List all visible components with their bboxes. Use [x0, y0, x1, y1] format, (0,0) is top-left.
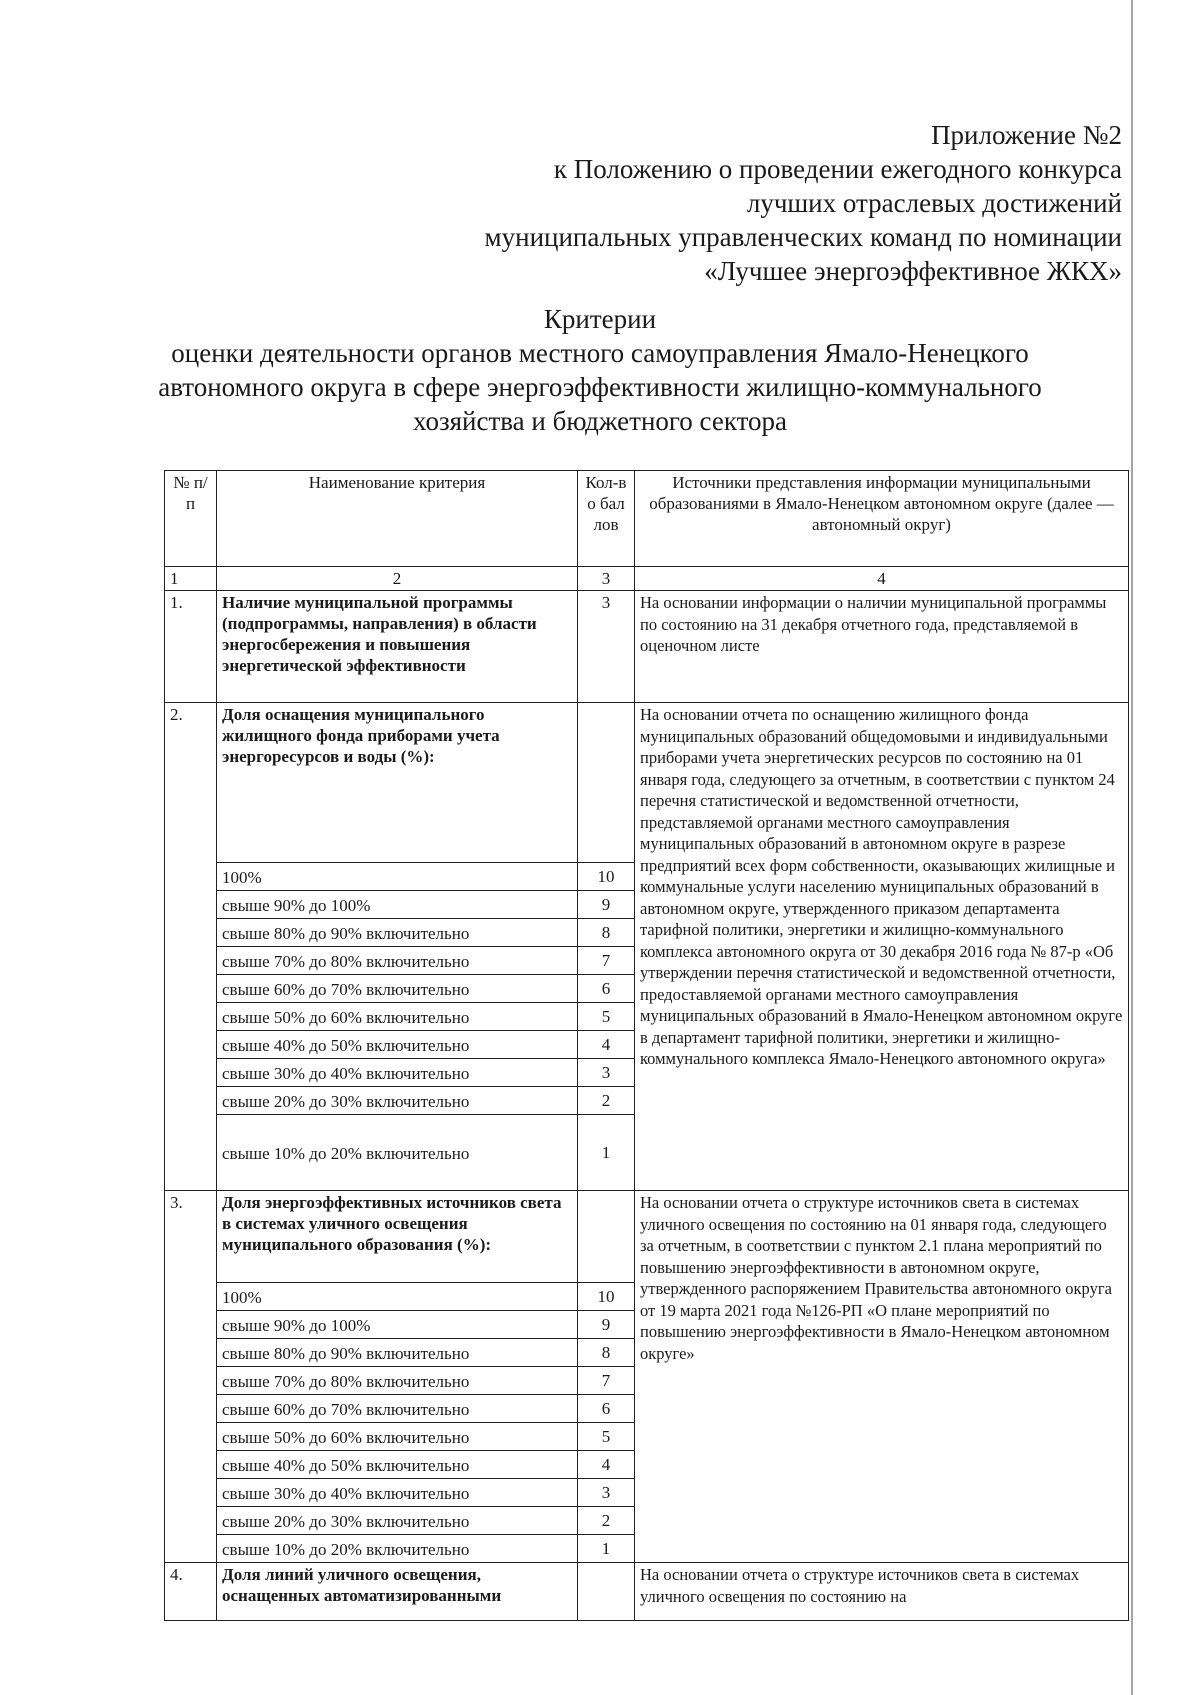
- header-name: Наименование критерия: [217, 471, 578, 567]
- range-points: 4: [578, 1031, 635, 1059]
- range-points: 6: [578, 1395, 635, 1423]
- range-points: 1: [578, 1535, 635, 1563]
- table-row: [165, 591, 1129, 703]
- range-label: свыше 70% до 80% включительно: [217, 1367, 578, 1395]
- criterion-name: Доля линий уличного освещения, оснащенных автоматизированными: [217, 1563, 578, 1621]
- appendix-line: Приложение №2: [931, 120, 1122, 150]
- column-number-row: [165, 567, 1129, 591]
- criterion-name: Наличие муниципальной программы (подпрограммы, направления) в области энергосбережения и повышения энергетической эффективности: [217, 591, 578, 703]
- range-points: 8: [578, 1339, 635, 1367]
- range-label: свыше 60% до 70% включительно: [217, 1395, 578, 1423]
- criterion-points-empty: [578, 1191, 635, 1283]
- range-label: свыше 20% до 30% включительно: [217, 1507, 578, 1535]
- header-num: № п/п: [165, 471, 217, 567]
- range-label: свыше 70% до 80% включительно: [217, 947, 578, 975]
- criterion-points-empty: [578, 1563, 635, 1621]
- scan-edge-line: [1131, 0, 1133, 1695]
- range-points: 3: [578, 1059, 635, 1087]
- range-points: 10: [578, 1283, 635, 1311]
- range-label: 100%: [217, 863, 578, 891]
- range-points: 5: [578, 1003, 635, 1031]
- criterion-source: На основании информации о наличии муниципальной программы по состоянию на 31 декабря отчетного года, представляемой в оценочном листе: [635, 591, 1129, 703]
- criterion-name: Доля оснащения муниципального жилищного фонда приборами учета энергоресурсов и воды (%):: [217, 703, 578, 863]
- table-row: [165, 703, 1129, 863]
- col-number: 2: [217, 567, 578, 591]
- range-label: свыше 90% до 100%: [217, 891, 578, 919]
- appendix-header: [222, 118, 1122, 288]
- criterion-source: На основании отчета по оснащению жилищного фонда муниципальных образований общедомовыми и индивидуальными приборами учета энергетических ресурсов по состоянию на 01 января года, следующего за отчетным, в соответствии с пунктом 24 перечня статистической и ведомственной отчетности, представляемой органами местного самоуправления муниципальных образований в автономном округе в разрезе предприятий всех форм собственности, оказывающих жилищные и коммунальные услуги населению муниципальных образований в автономном округе, утвержденного приказом департамента тарифной политики, энергетики и жилищно-коммунального комплекса автономного округа от 30 декабря 2016 года № 87-р «Об утверждении перечня статистической и ведомственной отчетности, предоставляемой органами местного самоуправления муниципальных образований в Ямало-Ненецком автономном округе в департамент тарифной политики, энергетики и жилищно-коммунального комплекса Ямало-Ненецкого автономного округа»: [635, 703, 1129, 1191]
- range-label: свыше 30% до 40% включительно: [217, 1059, 578, 1087]
- appendix-line: лучших отраслевых достижений: [746, 188, 1122, 218]
- range-label: свыше 10% до 20% включительно: [217, 1115, 578, 1191]
- range-points: 9: [578, 891, 635, 919]
- appendix-line: муниципальных управленческих команд по номинации: [484, 222, 1122, 252]
- col-number: 3: [578, 567, 635, 591]
- range-label: свыше 60% до 70% включительно: [217, 975, 578, 1003]
- criteria-line: автономного округа в сфере энергоэффективности жилищно-коммунального: [158, 372, 1042, 402]
- criterion-points-empty: [578, 703, 635, 863]
- appendix-line: «Лучшее энергоэффективное ЖКХ»: [704, 256, 1122, 286]
- criteria-table: [164, 470, 1129, 1621]
- header-points: Кол-во баллов: [578, 471, 635, 567]
- range-label: свыше 40% до 50% включительно: [217, 1031, 578, 1059]
- header-source: Источники представления информации муниципальными образованиями в Ямало-Ненецком автономном округе (далее — автономный округ): [635, 471, 1129, 567]
- range-points: 4: [578, 1451, 635, 1479]
- range-points: 7: [578, 1367, 635, 1395]
- range-points: 5: [578, 1423, 635, 1451]
- criteria-title: Критерии: [543, 304, 657, 334]
- appendix-line: к Положению о проведении ежегодного конкурса: [553, 154, 1122, 184]
- range-label: свыше 20% до 30% включительно: [217, 1087, 578, 1115]
- criteria-heading: [130, 302, 1070, 438]
- row-num: 2.: [165, 703, 217, 1191]
- range-label: свыше 30% до 40% включительно: [217, 1479, 578, 1507]
- range-points: 2: [578, 1087, 635, 1115]
- range-points: 10: [578, 863, 635, 891]
- range-points: 9: [578, 1311, 635, 1339]
- row-num: 1.: [165, 591, 217, 703]
- range-points: 7: [578, 947, 635, 975]
- col-number: 1: [165, 567, 217, 591]
- range-points: 6: [578, 975, 635, 1003]
- range-label: свыше 40% до 50% включительно: [217, 1451, 578, 1479]
- range-points: 8: [578, 919, 635, 947]
- range-label: свыше 90% до 100%: [217, 1311, 578, 1339]
- criteria-line: оценки деятельности органов местного самоуправления Ямало-Ненецкого: [171, 338, 1029, 368]
- criterion-source: На основании отчета о структуре источников света в системах уличного освещения по состоянию на 01 января года, следующего за отчетным, в соответствии с пунктом 2.1 плана мероприятий по повышению энергоэффективности в автономном округе, утвержденного распоряжением Правительства автономного округа от 19 марта 2021 года №126-РП «О плане мероприятий по повышению энергоэффективности в Ямало-Ненецком автономном округе»: [635, 1191, 1129, 1563]
- criterion-points: 3: [578, 591, 635, 703]
- table-row: [165, 1563, 1129, 1621]
- table-row: [165, 1191, 1129, 1283]
- range-label: 100%: [217, 1283, 578, 1311]
- table-header-row: [165, 471, 1129, 567]
- criterion-source: На основании отчета о структуре источников света в системах уличного освещения по состоянию на: [635, 1563, 1129, 1621]
- range-label: свыше 80% до 90% включительно: [217, 1339, 578, 1367]
- row-num: 4.: [165, 1563, 217, 1621]
- range-label: свыше 80% до 90% включительно: [217, 919, 578, 947]
- criterion-name: Доля энергоэффективных источников света в системах уличного освещения муниципального образования (%):: [217, 1191, 578, 1283]
- criteria-line: хозяйства и бюджетного сектора: [412, 406, 788, 436]
- range-points: 3: [578, 1479, 635, 1507]
- range-points: 2: [578, 1507, 635, 1535]
- range-label: свыше 10% до 20% включительно: [217, 1535, 578, 1563]
- row-num: 3.: [165, 1191, 217, 1563]
- range-label: свыше 50% до 60% включительно: [217, 1003, 578, 1031]
- range-points: 1: [578, 1115, 635, 1191]
- col-number: 4: [635, 567, 1129, 591]
- range-label: свыше 50% до 60% включительно: [217, 1423, 578, 1451]
